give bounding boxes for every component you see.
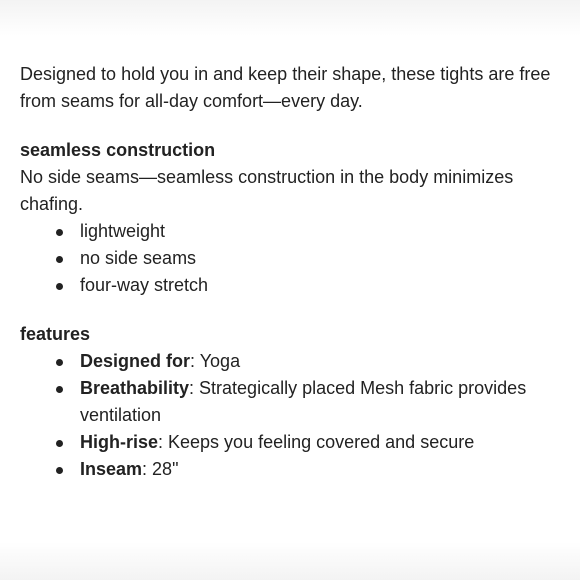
construction-description: No side seams—seamless construction in the body minimizes chafing. — [20, 167, 514, 214]
top-shadow — [0, 0, 580, 36]
feature-label: Inseam — [80, 459, 143, 479]
list-item — [80, 429, 565, 456]
bottom-shadow — [0, 542, 580, 580]
product-description — [20, 61, 565, 483]
features-list — [20, 348, 565, 483]
feature-label: Designed for — [80, 351, 191, 371]
construction-list — [20, 218, 565, 299]
feature-label: High-rise — [80, 432, 159, 452]
list-item: no side seams — [80, 245, 565, 272]
list-item — [80, 375, 565, 429]
list-item — [80, 348, 565, 375]
feature-text: : 28" — [142, 459, 179, 479]
construction-heading: seamless construction — [20, 140, 216, 160]
feature-text: : Yoga — [190, 351, 241, 371]
feature-label: Breathability — [80, 378, 190, 398]
features-heading: features — [20, 324, 91, 344]
list-item — [80, 456, 565, 483]
intro-paragraph: Designed to hold you in and keep their shape, these tights are free from seams for all-day comfort—every day. — [20, 64, 551, 111]
list-item: four-way stretch — [80, 272, 565, 299]
feature-text: : Strategically placed Mesh fabric provides ventilation — [80, 378, 527, 425]
feature-text: : Keeps you feeling covered and secure — [158, 432, 475, 452]
list-item: lightweight — [80, 218, 565, 245]
